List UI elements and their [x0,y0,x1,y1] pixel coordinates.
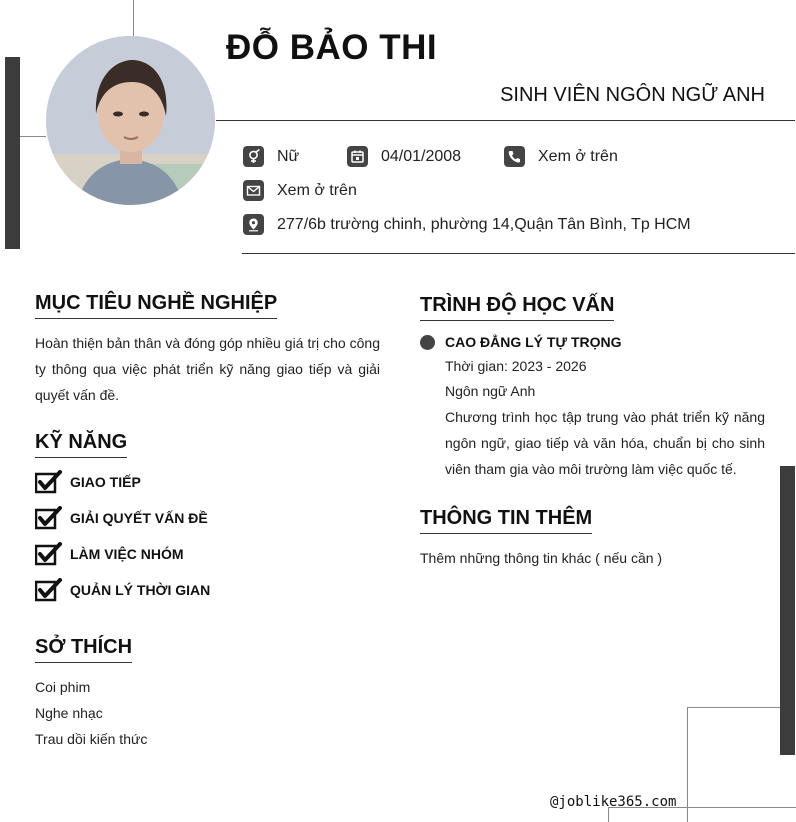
right-accent-bar [780,466,795,755]
address-value: 277/6b trường chinh, phường 14,Quận Tân Bình, Tp HCM [277,215,691,233]
birthday-value: 04/01/2008 [381,147,462,165]
school-name: CAO ĐẲNG LÝ TỰ TRỌNG [445,334,622,350]
location-pin-icon [243,214,264,235]
skills-title: KỸ NĂNG [35,431,127,458]
phone-value: Xem ở trên [538,147,618,165]
header-divider [216,120,795,121]
skill-label: GIẢI QUYẾT VẤN ĐỀ [70,510,208,526]
hobby-item: Nghe nhạc [35,705,103,721]
skill-item [35,542,184,566]
checkbox-checked-icon [35,578,63,602]
hobbies-title: SỞ THÍCH [35,636,132,663]
hobby-item: Coi phim [35,679,91,695]
extra-info-title: THÔNG TIN THÊM [420,507,592,534]
timeline-dot [420,335,435,350]
gender-icon [243,146,264,167]
info-gender [243,146,299,167]
education-description: Chương trình học tập trung vào phát triển kỹ năng ngôn ngữ, giao tiếp và văn hóa, chuẩn bị cho sinh viên tham gia vào môi trường làm việc quốc tế. [445,409,765,477]
skill-item [35,506,208,530]
hobby-item: Trau dồi kiến thức [35,731,148,747]
skill-label: LÀM VIỆC NHÓM [70,546,184,562]
profile-name: ĐỖ BẢO THI [226,28,438,67]
skill-label: QUẢN LÝ THỜI GIAN [70,582,211,598]
envelope-icon [243,180,264,201]
corner-frame-left [687,707,688,822]
watermark: @joblike365.com [550,794,677,810]
contact-divider [242,253,795,254]
job-title: SINH VIÊN NGÔN NGỮ ANH [500,84,765,106]
phone-icon [504,146,525,167]
left-decor-line [20,136,46,137]
education-major: Ngôn ngữ Anh [445,383,536,399]
checkbox-checked-icon [35,470,63,494]
skill-label: GIAO TIẾP [70,474,141,490]
skill-item [35,578,210,602]
avatar [46,36,215,205]
avatar-photo [46,36,215,205]
info-phone [504,146,618,167]
objective-text: Hoàn thiện bản thân và đóng góp nhiều giá trị cho công ty thông qua việc phát triển kỹ năng giao tiếp và giải quyết vấn đề. [35,335,380,403]
left-accent-bar [5,57,20,249]
education-time: Thời gian: 2023 - 2026 [445,358,587,374]
top-decor-line [133,0,134,37]
info-email [243,180,357,201]
info-address [243,214,691,235]
skill-item [35,470,141,494]
checkbox-checked-icon [35,506,63,530]
education-title: TRÌNH ĐỘ HỌC VẤN [420,294,614,321]
info-birthday [347,146,461,167]
calendar-icon [347,146,368,167]
gender-value: Nữ [277,147,300,165]
extra-info-text: Thêm những thông tin khác ( nếu cần ) [420,550,663,566]
objective-title: MỤC TIÊU NGHỀ NGHIỆP [35,292,277,319]
corner-frame-top [687,707,780,708]
checkbox-checked-icon [35,542,63,566]
email-value: Xem ở trên [277,181,357,199]
